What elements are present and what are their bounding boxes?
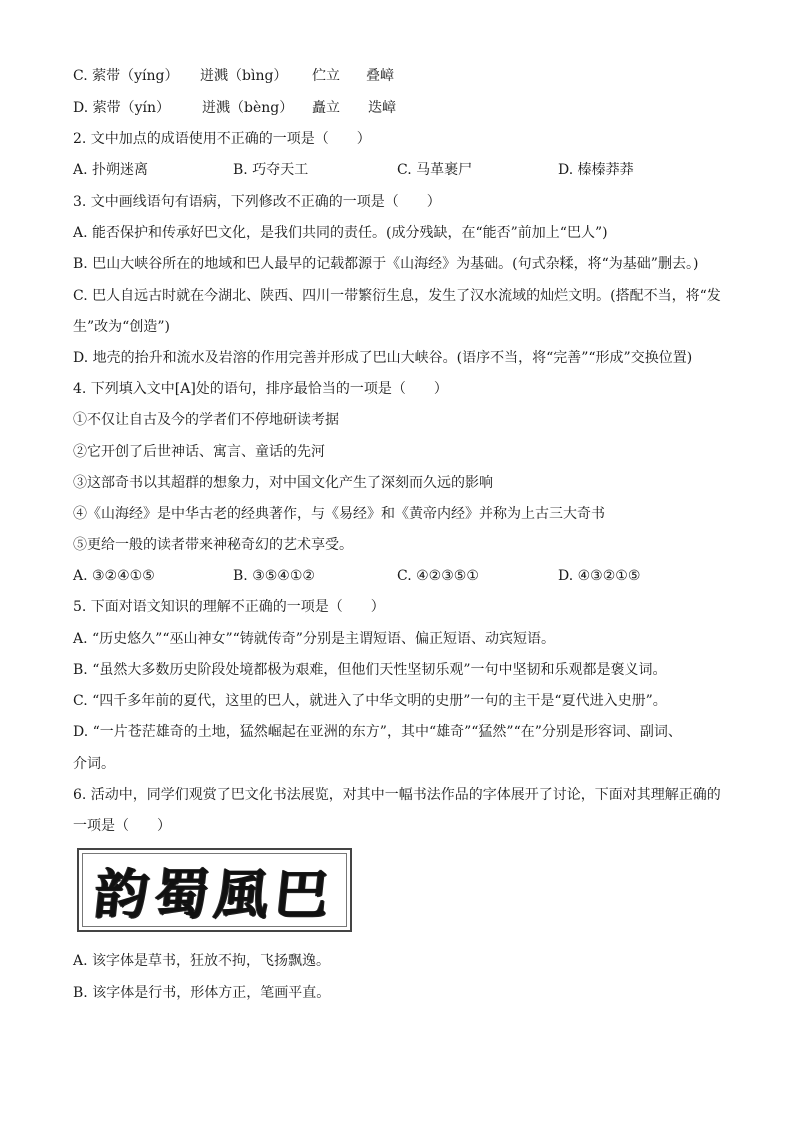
- q4-option-a: A. ③②④①⑤: [73, 568, 155, 584]
- q4-sentence-5: ⑤更给一般的读者带来神秘奇幻的艺术享受。: [73, 537, 353, 553]
- q3-option-c-line2: 生”改为“创造”): [73, 319, 170, 335]
- q6-stem-line1: 6. 活动中，同学们观赏了巴文化书法展览，对其中一幅书法作品的字体展开了讨论，下面对其理解正确的: [73, 787, 721, 803]
- q5-option-c: C. “四千多年前的夏代，这里的巴人，就进入了中华文明的史册”一句的主干是“夏代进入史册”。: [73, 693, 667, 709]
- q3-option-a: A. 能否保护和传承好巴文化，是我们共同的责任。(成分残缺，在“能否”前加上“巴人”): [73, 225, 608, 241]
- q1-option-d: [73, 98, 170, 118]
- q2-stem: 2. 文中加点的成语使用不正确的一项是（ ）: [73, 131, 371, 147]
- q3-option-d: D. 地壳的抬升和流水及岩溶的作用完善并形成了巴山大峡谷。(语序不当，将“完善”“形成”交换位置): [73, 350, 693, 366]
- q5-option-b: B. “虽然大多数历史阶段处境都极为艰难，但他们天性坚韧乐观”一句中坚韧和乐观都是褒义词。: [73, 662, 667, 678]
- q5-option-d-line2: 介词。: [73, 756, 115, 772]
- q2-option-b: B. 巧夺天工: [233, 162, 309, 178]
- q1-option-d-d: 迭嶂: [368, 100, 396, 116]
- q4-option-b: B. ③⑤④①②: [233, 568, 315, 584]
- q4-stem: 4. 下列填入文中[A]处的语句，排序最恰当的一项是（ ）: [73, 381, 448, 397]
- q3-option-b: B. 巴山大峡谷所在的地域和巴人最早的记载都源于《山海经》为基础。(句式杂糅，将“为基础”删去。): [73, 256, 699, 272]
- calligraphy-frame: [82, 853, 347, 927]
- q2-option-d: D. 榛榛莽莽: [558, 162, 634, 178]
- q5-option-a: A. “历史悠久”“巫山神女”“铸就传奇”分别是主谓短语、偏正短语、动宾短语。: [73, 631, 555, 647]
- q4-sentence-2: ②它开创了后世神话、寓言、童话的先河: [73, 444, 325, 460]
- calligraphy-text: 韵蜀風巴: [90, 861, 338, 926]
- q3-stem: 3. 文中画线语句有语病，下列修改不正确的一项是（ ）: [73, 194, 441, 210]
- q2-option-a: A. 扑朔迷离: [73, 162, 149, 178]
- q6-option-b: B. 该字体是行书，形体方正，笔画平直。: [73, 985, 331, 1001]
- q4-sentence-4: ④《山海经》是中华古老的经典著作，与《易经》和《黄帝内经》并称为上古三大奇书: [73, 506, 605, 522]
- q4-sentence-1: ①不仅让自古及今的学者们不停地研读考据: [73, 412, 339, 428]
- q5-option-d-line1: D. “一片苍茫雄奇的土地，猛然崛起在亚洲的东方”，其中“雄奇”“猛然”“在”分别是形容词、副词、: [73, 724, 682, 740]
- calligraphy-artwork: [77, 848, 352, 932]
- q1-option-d-label: D. 萦带（yín）: [73, 100, 171, 116]
- q4-option-c: C. ④②③⑤①: [397, 568, 479, 584]
- q6-stem-line2: 一项是（ ）: [73, 818, 171, 834]
- q1-option-c: [73, 66, 178, 86]
- q6-option-a: A. 该字体是草书，狂放不拘，飞扬飘逸。: [73, 953, 331, 969]
- q3-option-c-line1: C. 巴人自远古时就在今湖北、陕西、四川一带繁衍生息，发生了汉水流域的灿烂文明。(搭配不当，将“发: [73, 288, 721, 304]
- q1-option-c-b: 迸溅（bìng）: [200, 68, 288, 84]
- q2-option-c: C. 马革裹尸: [397, 162, 473, 178]
- q5-stem: 5. 下面对语文知识的理解不正确的一项是（ ）: [73, 599, 385, 615]
- q1-option-c-c: 伫立: [312, 68, 340, 84]
- q1-option-c-d: 叠嶂: [366, 68, 394, 84]
- q4-sentence-3: ③这部奇书以其超群的想象力，对中国文化产生了深刻而久远的影响: [73, 475, 493, 491]
- q4-option-d: D. ④③②①⑤: [558, 568, 641, 584]
- q1-option-d-b: 迸溅（bèng）: [202, 100, 294, 116]
- q1-option-d-c: 矗立: [312, 100, 340, 116]
- q1-option-c-label: C. 萦带（yíng）: [73, 68, 179, 84]
